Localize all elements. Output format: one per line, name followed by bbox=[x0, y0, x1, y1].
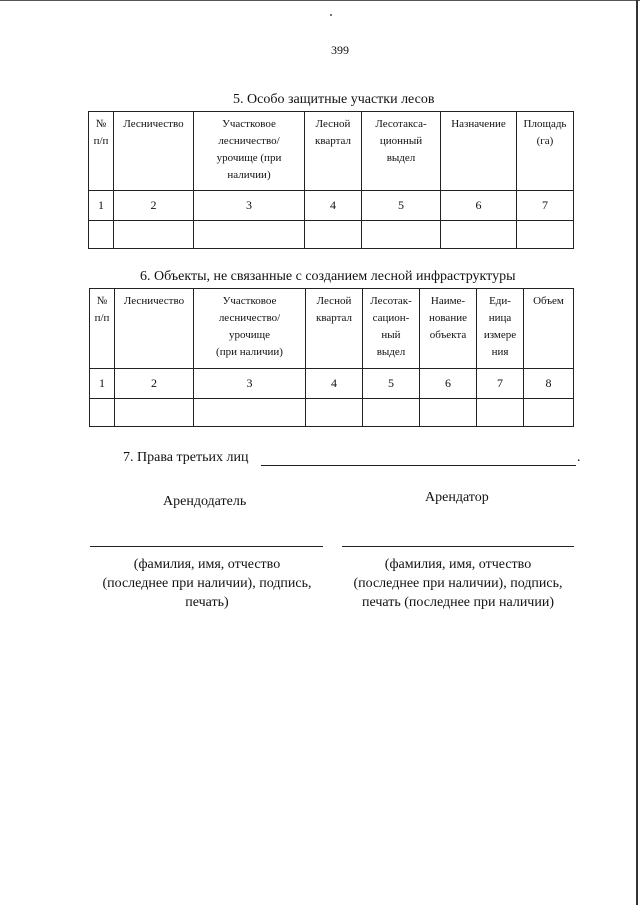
empty-cell[interactable] bbox=[441, 221, 517, 249]
section6-empty-row bbox=[90, 399, 574, 427]
empty-cell[interactable] bbox=[90, 399, 115, 427]
empty-cell[interactable] bbox=[363, 399, 420, 427]
section6-header-cell: Наиме- нование объекта bbox=[420, 289, 477, 369]
scan-mark bbox=[330, 14, 332, 16]
section6-header-cell: Лесной квартал bbox=[306, 289, 363, 369]
table-cell: 1 bbox=[89, 191, 114, 221]
section6-header-cell: Участковое лесничество/ урочище (при наличии) bbox=[194, 289, 306, 369]
empty-cell[interactable] bbox=[517, 221, 574, 249]
third-party-rights-field[interactable] bbox=[261, 465, 576, 466]
section5-title: 5. Особо защитные участки лесов bbox=[233, 92, 435, 107]
table-cell: 2 bbox=[115, 369, 194, 399]
section6-table bbox=[89, 288, 574, 427]
third-party-rights-period: . bbox=[577, 450, 581, 465]
third-party-rights-label: 7. Права третьих лиц bbox=[123, 450, 249, 465]
empty-cell[interactable] bbox=[194, 221, 305, 249]
section6-title: 6. Объекты, не связанные с созданием лесной инфраструктуры bbox=[140, 269, 516, 284]
table-cell: 6 bbox=[420, 369, 477, 399]
table-cell: 8 bbox=[524, 369, 574, 399]
empty-cell[interactable] bbox=[305, 221, 362, 249]
section5-header-cell: Лесной квартал bbox=[305, 112, 362, 191]
section6-header-cell: Лесотак- сацион- ный выдел bbox=[363, 289, 420, 369]
section5-header-cell: Назначение bbox=[441, 112, 517, 191]
table-cell: 3 bbox=[194, 191, 305, 221]
empty-cell[interactable] bbox=[524, 399, 574, 427]
table-cell: 1 bbox=[90, 369, 115, 399]
table-cell: 5 bbox=[362, 191, 441, 221]
table-cell: 7 bbox=[517, 191, 574, 221]
section5-header-cell: Лесотакса- ционный выдел bbox=[362, 112, 441, 191]
lessee-signature-caption: (фамилия, имя, отчество (последнее при наличии), подпись, печать (последнее при наличии) bbox=[353, 557, 563, 610]
section5-header-row bbox=[89, 112, 574, 191]
section6-number-row bbox=[90, 369, 574, 399]
section6-header-cell: Еди- ница измере ния bbox=[477, 289, 524, 369]
table-cell: 7 bbox=[477, 369, 524, 399]
table-cell: 4 bbox=[306, 369, 363, 399]
section5-number-row bbox=[89, 191, 574, 221]
empty-cell[interactable] bbox=[115, 399, 194, 427]
empty-cell[interactable] bbox=[89, 221, 114, 249]
lessee-signature-line[interactable] bbox=[342, 546, 574, 547]
section6-header-cell: № п/п bbox=[90, 289, 115, 369]
lessor-signature-line[interactable] bbox=[90, 546, 323, 547]
page-frame-top bbox=[0, 0, 640, 1]
page-frame-right bbox=[636, 0, 638, 905]
section5-empty-row bbox=[89, 221, 574, 249]
section5-table bbox=[88, 111, 574, 249]
table-cell: 6 bbox=[441, 191, 517, 221]
page-number: 399 bbox=[331, 43, 349, 57]
section5-header-cell: № п/п bbox=[89, 112, 114, 191]
table-cell: 2 bbox=[114, 191, 194, 221]
section5-header-cell: Площадь (га) bbox=[517, 112, 574, 191]
section5-header-cell: Участковое лесничество/ урочище (при наличии) bbox=[194, 112, 305, 191]
lessor-title: Арендодатель bbox=[163, 494, 247, 509]
lessor-signature-caption: (фамилия, имя, отчество (последнее при наличии), подпись, печать) bbox=[102, 557, 312, 610]
table-cell: 3 bbox=[194, 369, 306, 399]
empty-cell[interactable] bbox=[306, 399, 363, 427]
empty-cell[interactable] bbox=[477, 399, 524, 427]
section6-header-cell: Объем bbox=[524, 289, 574, 369]
empty-cell[interactable] bbox=[362, 221, 441, 249]
empty-cell[interactable] bbox=[114, 221, 194, 249]
section5-header-cell: Лесничество bbox=[114, 112, 194, 191]
section6-header-row bbox=[90, 289, 574, 369]
empty-cell[interactable] bbox=[420, 399, 477, 427]
section6-header-cell: Лесничество bbox=[115, 289, 194, 369]
table-cell: 4 bbox=[305, 191, 362, 221]
lessee-title: Арендатор bbox=[425, 490, 489, 505]
table-cell: 5 bbox=[363, 369, 420, 399]
empty-cell[interactable] bbox=[194, 399, 306, 427]
